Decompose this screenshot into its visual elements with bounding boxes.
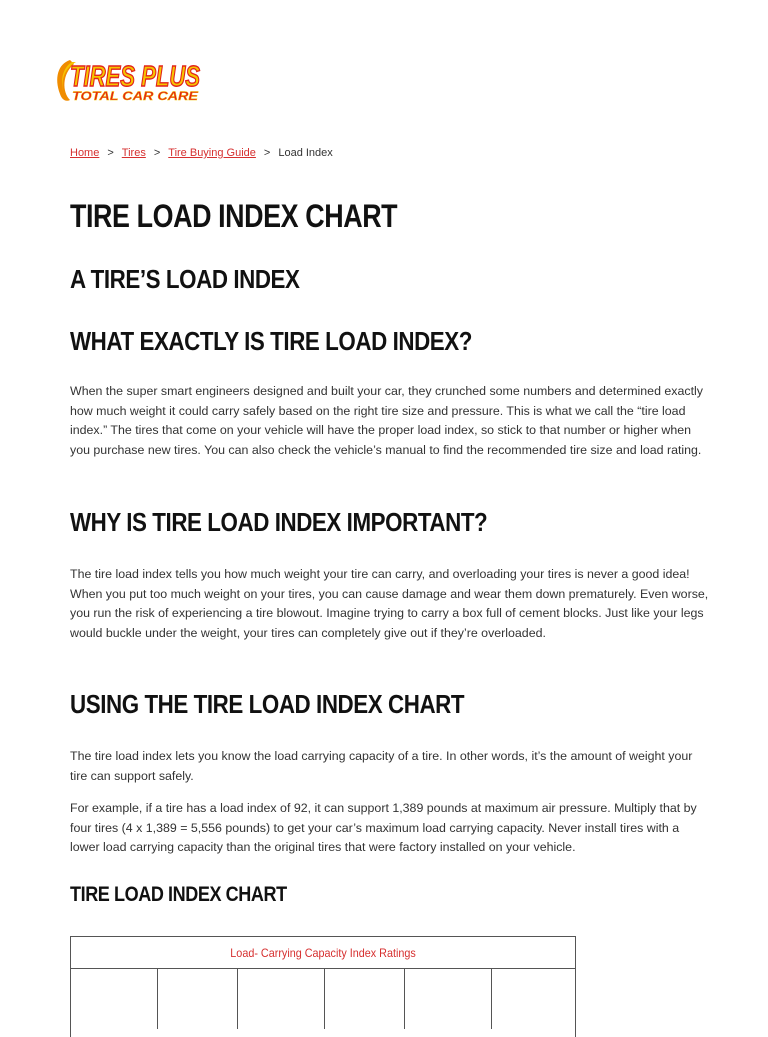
table-column-divider — [157, 969, 158, 1029]
table-column-divider — [404, 969, 405, 1029]
table-column-divider — [324, 969, 325, 1029]
chart-heading: TIRE LOAD INDEX CHART — [70, 883, 287, 906]
breadcrumb-tire-buying-guide[interactable]: Tire Buying Guide — [168, 147, 256, 159]
load-index-table — [70, 936, 576, 1037]
paragraph-what-is: When the super smart engineers designed and built your car, they crunched some numbers and determined exactly how much weight it could carry safely based on the right tire size and pressure. This is what we call the “tire load index.” The tires that come on your vehicle will have the proper load index, so stick to that number or higher when you purchase new tires. You can also check the vehicle’s manual to find the recommended tire size and load rating. — [70, 384, 703, 457]
section-heading-why-important: WHY IS TIRE LOAD INDEX IMPORTANT? — [70, 507, 488, 537]
breadcrumb-separator: > — [153, 147, 161, 159]
table-column-divider — [491, 969, 492, 1029]
page-title: TIRE LOAD INDEX CHART — [70, 198, 398, 234]
table-row — [71, 969, 575, 1029]
section-heading-what-is: WHAT EXACTLY IS TIRE LOAD INDEX? — [70, 326, 472, 356]
breadcrumb-tires[interactable]: Tires — [121, 147, 146, 159]
table-title — [71, 937, 575, 969]
table-column-divider — [237, 969, 238, 1029]
paragraph-using-chart: The tire load index lets you know the load carrying capacity of a tire. In other words, it’s the amount of weight your tire can support safely. — [70, 749, 693, 783]
paragraph-why-important: The tire load index tells you how much weight your tire can carry, and overloading your tires is never a good idea! When you put too much weight on your tires, you can cause damage and wear them down prematurely. Even worse, you run the risk of experiencing a tire blowout. Imagine trying to carry a box full of cement blocks. Just like your legs would buckle under the weight, your tires can completely give out if they’re overloaded. — [70, 567, 709, 640]
paragraph-example: For example, if a tire has a load index of 92, it can support 1,389 pounds at maximum air pressure. Multiply that by four tires (4 x 1,389 = 5,556 pounds) to get your car’s maximum load carrying capacity. Never install tires with a lower load carrying capacity than the original tires that were factory installed on your vehicle. — [70, 801, 697, 854]
logo-tagline: TOTAL CAR CARE — [72, 89, 200, 103]
section-heading-load-index: A TIRE’S LOAD INDEX — [70, 264, 300, 294]
logo-wordmark: TIRES PLUS — [70, 61, 201, 93]
table-title-text: Load- Carrying Capacity Index Ratings — [230, 946, 416, 960]
breadcrumb-current: Load Index — [278, 147, 333, 159]
breadcrumb-separator: > — [107, 147, 114, 159]
logo-graphic — [52, 56, 204, 104]
section-heading-using-chart: USING THE TIRE LOAD INDEX CHART — [70, 689, 465, 719]
breadcrumb-separator: > — [263, 147, 271, 159]
breadcrumb-home[interactable]: Home — [70, 147, 100, 159]
tires-plus-logo[interactable] — [52, 56, 204, 104]
breadcrumb — [70, 147, 333, 159]
